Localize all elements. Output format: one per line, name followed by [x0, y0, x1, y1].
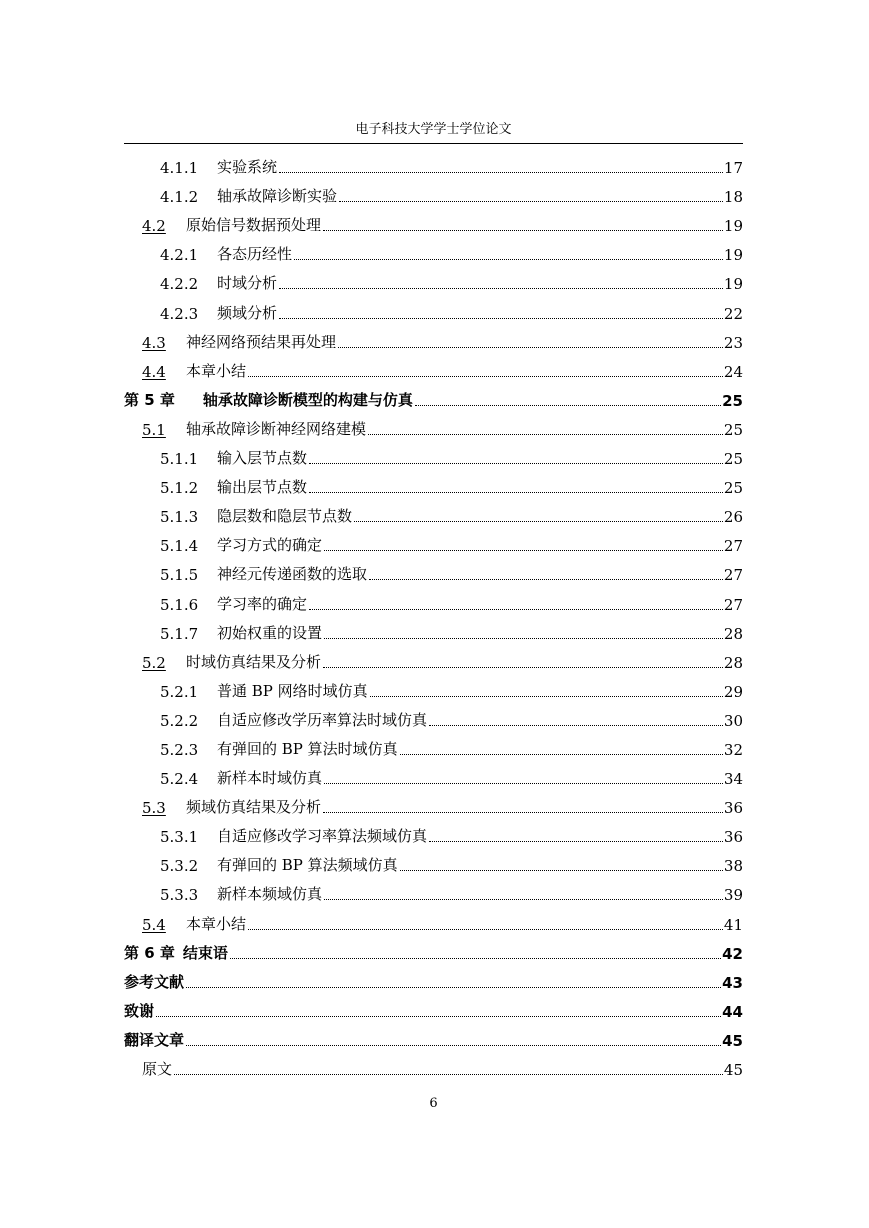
toc-entry[interactable]	[124, 410, 743, 439]
toc-entry-number: 5.1.1	[160, 450, 199, 469]
toc-entry-page: 27	[723, 595, 743, 614]
toc-entry-title: 本章小结	[186, 914, 247, 933]
dot-leader	[248, 928, 723, 930]
toc-entry-title: 自适应修改学历率算法时域仿真	[217, 710, 428, 729]
toc-entry-page: 44	[722, 1002, 743, 1021]
toc-entry[interactable]	[124, 788, 743, 817]
toc-entry[interactable]	[124, 381, 743, 410]
toc-entry-number: 5.2.2	[160, 711, 199, 730]
dot-leader	[415, 404, 721, 406]
toc-entry-page: 30	[723, 711, 743, 730]
toc-entry-page: 36	[723, 799, 743, 818]
running-header: 电子科技大学学士学位论文	[355, 122, 512, 137]
toc-entry-number: 5.2.3	[160, 740, 199, 759]
toc-entry[interactable]	[124, 759, 743, 788]
toc-entry[interactable]	[124, 323, 743, 352]
dot-leader	[309, 608, 723, 610]
toc-entry-title: 输入层节点数	[217, 449, 308, 468]
toc-entry-number: 5.3.2	[160, 857, 199, 876]
dot-leader	[323, 229, 723, 231]
dot-leader	[429, 840, 723, 842]
toc-entry[interactable]	[124, 177, 743, 206]
toc-entry-title: 实验系统	[217, 158, 278, 177]
toc-entry-page: 28	[723, 653, 743, 672]
toc-entry-number: 4.2.1	[160, 246, 199, 265]
toc-entry-title: 学习方式的确定	[217, 536, 323, 555]
dot-leader	[248, 375, 723, 377]
toc-entry-page: 23	[723, 333, 743, 352]
toc-entry[interactable]	[124, 584, 743, 613]
toc-entry[interactable]	[124, 614, 743, 643]
toc-entry[interactable]	[124, 875, 743, 904]
toc-entry-page: 32	[723, 740, 743, 759]
toc-entry-title: 轴承故障诊断实验	[217, 187, 338, 206]
dot-leader	[400, 753, 723, 755]
toc-entry[interactable]	[124, 730, 743, 759]
toc-entry-title: 神经元传递函数的选取	[217, 565, 368, 584]
toc-entry[interactable]	[124, 934, 743, 963]
dot-leader	[279, 287, 723, 289]
toc-entry[interactable]	[124, 206, 743, 235]
toc-entry[interactable]	[124, 293, 743, 322]
dot-leader	[186, 986, 721, 988]
toc-entry-title: 学习率的确定	[217, 594, 308, 613]
dot-leader	[324, 898, 723, 900]
toc-entry[interactable]	[124, 352, 743, 381]
toc-entry[interactable]	[124, 817, 743, 846]
toc-entry-page: 25	[723, 479, 743, 498]
toc-entry-page: 27	[723, 566, 743, 585]
toc-entry[interactable]	[124, 235, 743, 264]
dot-leader	[339, 200, 723, 202]
toc-entry-title: 参考文献	[124, 972, 185, 991]
toc-entry-page: 29	[723, 682, 743, 701]
page-number: 6	[429, 1096, 438, 1111]
toc-entry-title: 有弹回的 BP 算法时域仿真	[217, 739, 398, 758]
dot-leader	[309, 462, 723, 464]
toc-entry-title: 普通 BP 网络时域仿真	[217, 681, 368, 700]
toc-entry-number: 5.1.4	[160, 537, 199, 556]
toc-entry-title: 轴承故障诊断神经网络建模	[186, 419, 367, 438]
dot-leader	[400, 869, 723, 871]
toc-entry-number: 第 6 章	[124, 943, 175, 962]
toc-entry-page: 24	[723, 362, 743, 381]
toc-entry[interactable]	[124, 963, 743, 992]
toc-entry-title: 频域仿真结果及分析	[186, 798, 322, 817]
dot-leader	[338, 346, 723, 348]
toc-entry-page: 25	[723, 420, 743, 439]
dot-leader	[324, 549, 723, 551]
toc-entry-page: 45	[722, 1031, 743, 1050]
toc-entry-title: 时域仿真结果及分析	[186, 652, 322, 671]
dot-leader	[309, 491, 723, 493]
toc-entry-number: 5.3	[142, 799, 166, 818]
toc-entry-page: 41	[723, 915, 743, 934]
toc-entry-page: 27	[723, 537, 743, 556]
toc-entry-number: 4.4	[142, 362, 166, 381]
toc-entry[interactable]	[124, 672, 743, 701]
toc-entry-page: 22	[723, 304, 743, 323]
dot-leader	[186, 1044, 721, 1046]
table-of-contents	[124, 148, 743, 1079]
dot-leader	[323, 666, 723, 668]
dot-leader	[369, 578, 723, 580]
dot-leader	[324, 782, 723, 784]
toc-entry[interactable]	[124, 846, 743, 875]
header-rule	[124, 143, 743, 144]
toc-entry[interactable]	[124, 526, 743, 555]
toc-entry-page: 42	[722, 944, 743, 963]
toc-entry-title: 输出层节点数	[217, 478, 308, 497]
toc-entry-title: 致谢	[124, 1001, 155, 1020]
toc-entry[interactable]	[124, 1050, 743, 1079]
dot-leader	[156, 1015, 721, 1017]
dot-leader	[279, 171, 723, 173]
toc-entry-number: 4.2	[142, 217, 166, 236]
toc-entry-number: 5.3.3	[160, 886, 199, 905]
toc-entry-number: 4.2.3	[160, 304, 199, 323]
toc-entry-title: 本章小结	[186, 361, 247, 380]
toc-entry[interactable]	[124, 992, 743, 1021]
toc-entry-page: 38	[723, 857, 743, 876]
toc-entry-number: 5.4	[142, 915, 166, 934]
toc-entry-page: 43	[722, 973, 743, 992]
dot-leader	[370, 695, 723, 697]
dot-leader	[323, 811, 723, 813]
toc-entry[interactable]	[124, 264, 743, 293]
toc-entry-number: 5.1	[142, 420, 166, 439]
toc-entry-number: 5.1.7	[160, 624, 199, 643]
dot-leader	[174, 1073, 723, 1075]
toc-entry[interactable]	[124, 439, 743, 468]
toc-entry-number: 4.3	[142, 333, 166, 352]
toc-entry-page: 45	[723, 1061, 743, 1079]
toc-entry-page: 18	[723, 188, 743, 207]
toc-entry-title: 频域分析	[217, 303, 278, 322]
toc-entry-number: 5.1.6	[160, 595, 199, 614]
toc-entry-title: 时域分析	[217, 274, 278, 293]
dot-leader	[294, 258, 723, 260]
toc-entry[interactable]	[124, 555, 743, 584]
toc-entry[interactable]	[124, 148, 743, 177]
toc-entry[interactable]	[124, 497, 743, 526]
dot-leader	[279, 317, 723, 319]
toc-entry-page: 19	[723, 246, 743, 265]
toc-entry-page: 19	[723, 275, 743, 294]
toc-entry-number: 5.2	[142, 653, 166, 672]
toc-entry-number: 5.1.2	[160, 479, 199, 498]
toc-entry-number: 4.1.1	[160, 159, 199, 178]
dot-leader	[368, 433, 723, 435]
toc-entry-page: 19	[723, 217, 743, 236]
toc-entry[interactable]	[124, 904, 743, 933]
toc-entry-number: 4.1.2	[160, 188, 199, 207]
dot-leader	[354, 520, 723, 522]
toc-entry-title: 自适应修改学习率算法频域仿真	[217, 827, 428, 846]
toc-entry-number: 5.2.1	[160, 682, 199, 701]
toc-entry[interactable]	[124, 643, 743, 672]
toc-entry-title: 新样本时域仿真	[217, 769, 323, 788]
toc-entry-page: 28	[723, 624, 743, 643]
toc-entry-number: 5.1.5	[160, 566, 199, 585]
toc-entry-number: 4.2.2	[160, 275, 199, 294]
toc-entry-page: 25	[723, 450, 743, 469]
toc-entry-title: 结束语	[182, 943, 228, 962]
toc-entry-title: 各态历经性	[217, 245, 293, 264]
toc-entry-title: 翻译文章	[124, 1030, 185, 1049]
dot-leader	[230, 957, 721, 959]
toc-entry[interactable]	[124, 1021, 743, 1050]
toc-entry-title: 原文	[142, 1060, 173, 1078]
toc-entry-page: 25	[722, 391, 743, 410]
toc-entry-number: 5.1.3	[160, 508, 199, 527]
toc-entry-number: 第 5 章	[124, 390, 175, 409]
dot-leader	[429, 724, 723, 726]
toc-entry-title: 原始信号数据预处理	[186, 216, 322, 235]
toc-entry-title: 有弹回的 BP 算法频域仿真	[217, 856, 398, 875]
toc-entry-page: 34	[723, 770, 743, 789]
toc-entry-title: 新样本频域仿真	[217, 885, 323, 904]
toc-entry-page: 26	[723, 508, 743, 527]
toc-entry-number: 5.2.4	[160, 770, 199, 789]
toc-entry-number: 5.3.1	[160, 828, 199, 847]
toc-entry-page: 39	[723, 886, 743, 905]
toc-entry[interactable]	[124, 468, 743, 497]
toc-entry-title: 轴承故障诊断模型的构建与仿真	[202, 390, 413, 409]
toc-entry[interactable]	[124, 701, 743, 730]
toc-entry-page: 17	[723, 159, 743, 178]
toc-entry-page: 36	[723, 828, 743, 847]
toc-entry-title: 隐层数和隐层节点数	[217, 507, 353, 526]
dot-leader	[324, 637, 723, 639]
toc-entry-title: 初始权重的设置	[217, 623, 323, 642]
toc-entry-title: 神经网络预结果再处理	[186, 332, 337, 351]
